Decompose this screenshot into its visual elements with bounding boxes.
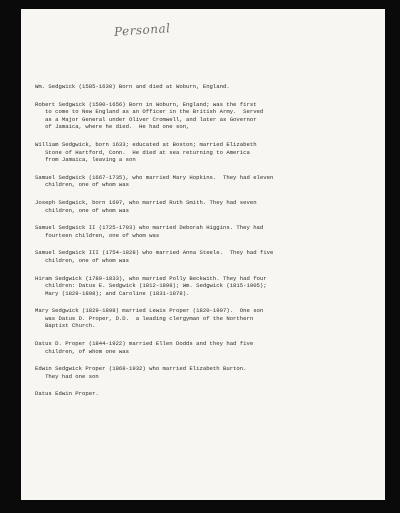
entry-line: of Jamaica, where he died. He had one son,	[35, 123, 190, 131]
document-page	[21, 9, 385, 500]
entry-line: Baptist Church.	[35, 322, 96, 330]
genealogy-text	[35, 83, 373, 408]
entry-line: fourteen children, one of whom was	[35, 231, 160, 239]
entry-line: was Datus D. Proper, D.D. a leading clergyman of the Northern	[35, 314, 254, 322]
entry-line: children, one of whom was	[35, 256, 129, 264]
entry-line: William Sedgwick, born 1633; educated at Boston; married Elizabeth	[35, 140, 257, 148]
entry-line: Samuel Sedgwick (1667-1735), who married Mary Hopkins. They had eleven	[35, 173, 274, 181]
genealogy-entry	[35, 249, 373, 264]
entry-line: Robert Sedgwick (1590-1656) Born in Woburn, England; was the first	[35, 100, 257, 108]
entry-line: from Jamaica, leaving a son	[35, 156, 136, 164]
entry-line: Datus D. Proper (1844-1922) married Ellen Dodds and they had five	[35, 340, 254, 348]
genealogy-entry	[35, 174, 373, 189]
entry-line: Samuel Sedgwick II (1725-1793) who married Deborah Higgins. They had	[35, 224, 264, 232]
entry-line: to come to New England as an Officer in the British Army. Served	[35, 108, 264, 116]
genealogy-entry	[35, 307, 373, 330]
entry-line: as a Major General under Oliver Cromwell, and later as Governor	[35, 115, 257, 123]
genealogy-entry	[35, 224, 373, 239]
entry-line: Mary (1829-1898); and Caroline (1831-1878).	[35, 289, 190, 297]
entry-line: Datus Edwin Proper.	[35, 390, 99, 398]
entry-line: Stone of Hartford, Conn. He died at sea returning to America	[35, 148, 250, 156]
entry-line: children, one of whom was	[35, 206, 129, 214]
entry-line: children, of whom one was	[35, 347, 129, 355]
entry-line: They had one son	[35, 372, 99, 380]
genealogy-entry	[35, 83, 373, 91]
genealogy-entry	[35, 340, 373, 355]
entry-line: Samuel Sedgwick III (1754-1828) who married Anna Steele. They had five	[35, 249, 274, 257]
entry-line: Hiram Sedgwick (1789-1833), who married Polly Beckwith. They had four	[35, 274, 267, 282]
entry-line: children: Datus E. Sedgwick (1812-1898); Wm. Sedgwick (1815-1905);	[35, 282, 267, 290]
entry-line: Mary Sedgwick (1829-1898) married Lewis Proper (1820-1907). One son	[35, 307, 264, 315]
genealogy-entry	[35, 141, 373, 164]
entry-line: children, one of whom was	[35, 181, 129, 189]
genealogy-entry	[35, 390, 373, 398]
entry-line: Joseph Sedgwick, born 1697, who married Ruth Smith. They had seven	[35, 198, 257, 206]
entry-line: Wm. Sedgwick (1585-1630) Born and died at Woburn, England.	[35, 83, 230, 90]
genealogy-entry	[35, 101, 373, 131]
genealogy-entry	[35, 199, 373, 214]
entry-line: Edwin Sedgwick Proper (1868-1932) who married Elizabeth Burton.	[35, 365, 247, 373]
handwritten-note: Personal	[113, 21, 171, 39]
genealogy-entry	[35, 275, 373, 298]
genealogy-entry	[35, 365, 373, 380]
